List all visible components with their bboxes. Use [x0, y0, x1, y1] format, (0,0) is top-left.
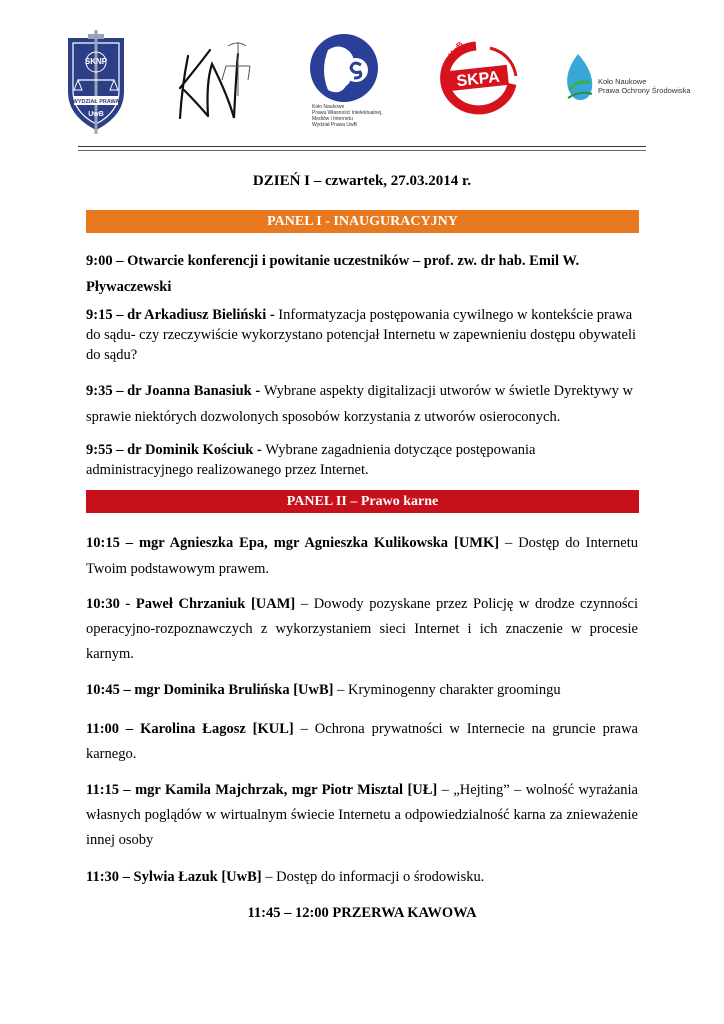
skpa-logo-year: 2006: [503, 83, 516, 101]
agenda-item-1115: [86, 778, 638, 853]
header-divider-bottom: [78, 150, 646, 151]
agenda-item-0935: [86, 378, 638, 430]
env-law-caption-1: Koło Naukowe: [598, 77, 647, 86]
agenda-item-topic: – Ochrona prywatności w Internecie na gruncie prawa karnego.: [86, 721, 638, 762]
logo-bar: [0, 0, 724, 145]
skpa-logo-text: SKPA: [455, 68, 501, 91]
agenda-item-0900: [86, 248, 638, 300]
agenda-item-topic: – Dostęp do Internetu Twoim podstawowym prawem.: [86, 535, 638, 577]
agenda-item-topic: Informatyzacja postępowania cywilnego w kontekście prawa do sądu- czy rzeczywiście wykorzystano potencjał Internetu w zapewnieniu dostępu obywateli do sądu?: [86, 307, 636, 363]
agenda-item-speaker: 9:15 – dr Arkadiusz Bieliński -: [86, 307, 279, 323]
agenda-item-0915: [86, 305, 638, 365]
agenda-item-speaker: 11:15 – mgr Kamila Majchrzak, mgr Piotr Misztal [UŁ]: [86, 782, 438, 798]
ip-law-caption-4: Wydział Prawa UwB: [312, 122, 357, 128]
agenda-item-topic: Wybrane zagadnienia dotyczące postępowania administracyjnego realizowanego przez Internet.: [86, 442, 536, 478]
agenda-item-speaker: 10:45 – mgr Dominika Brulińska [UwB]: [86, 682, 334, 698]
agenda-item-speaker: 9:55 – dr Dominik Kościuk -: [86, 442, 266, 458]
agenda-item-topic: – „Hejting” – wolność wyrażania własnych poglądów w wirtualnym świecie Internetu a odpowiedzialność karna za znieważenie innej osoby: [86, 782, 638, 848]
agenda-item-topic: – Dostęp do informacji o środowisku.: [261, 869, 485, 885]
agenda-item-speaker: 9:00 – Otwarcie konferencji i powitanie uczestników – prof. zw. dr hab. Emil W. Pływaczewski: [86, 253, 580, 295]
agenda-item-speaker: 9:35 – dr Joanna Banasiuk -: [86, 383, 264, 399]
skpa-logo-uwb: UwB: [446, 40, 465, 60]
skpa-logo: [430, 40, 522, 116]
agenda-item-0955: [86, 440, 638, 480]
agenda-item-1015: [86, 530, 638, 582]
knc-logo: [168, 36, 254, 128]
agenda-item-speaker: 10:15 – mgr Agnieszka Epa, mgr Agnieszka Kulikowska [UMK]: [86, 535, 500, 551]
env-law-logo: [560, 50, 700, 110]
agenda-item-speaker: 11:30 – Sylwia Łazuk [UwB]: [86, 869, 262, 885]
ip-law-caption-1: Koło Naukowe: [312, 104, 345, 110]
panel-2-header: PANEL II – Prawo karne: [86, 490, 639, 513]
sknp-logo-faculty: WYDZIAŁ PRAWA: [72, 99, 120, 105]
ip-law-caption-2: Prawa Własności Intelektualnej,: [312, 110, 383, 116]
agenda-item-topic: – Kryminogenny charakter groomingu: [333, 682, 561, 698]
agenda-item-topic: Wybrane aspekty digitalizacji utworów w świetle Dyrektywy w sprawie niektórych dozwolonych sposobów korzystania z utworów osieroconych.: [86, 383, 633, 425]
coffee-break: 11:45 – 12:00 PRZERWA KAWOWA: [247, 905, 477, 921]
ip-law-logo: [306, 30, 402, 132]
agenda-item-1100: [86, 717, 638, 767]
agenda-item-topic: – Dowody pozyskane przez Policję w drodze czynności operacyjno-rozpoznawczych z wykorzystaniem sieci Internet i ich znaczenie w procesie karnym.: [86, 596, 638, 662]
sknp-logo-text: SKNP: [84, 57, 108, 66]
sknp-logo: [60, 30, 132, 134]
agenda-item-1030: [86, 592, 638, 667]
agenda-item-speaker: 11:00 – Karolina Łagosz [KUL]: [86, 721, 294, 737]
agenda-item-1130: [86, 866, 638, 888]
header-divider-top: [78, 146, 646, 147]
ip-law-caption-3: Mediów i Internetu: [312, 116, 353, 122]
agenda-item-1045: [86, 679, 638, 701]
sknp-logo-uwb: UwB: [88, 111, 104, 118]
panel-1-header: PANEL I - INAUGURACYJNY: [86, 210, 639, 233]
env-law-caption-2: Prawa Ochrony Środowiska: [598, 86, 691, 95]
agenda-item-speaker: 10:30 - Paweł Chrzaniuk [UAM]: [86, 596, 296, 612]
day-title: DZIEŃ I – czwartek, 27.03.2014 r.: [252, 173, 472, 189]
